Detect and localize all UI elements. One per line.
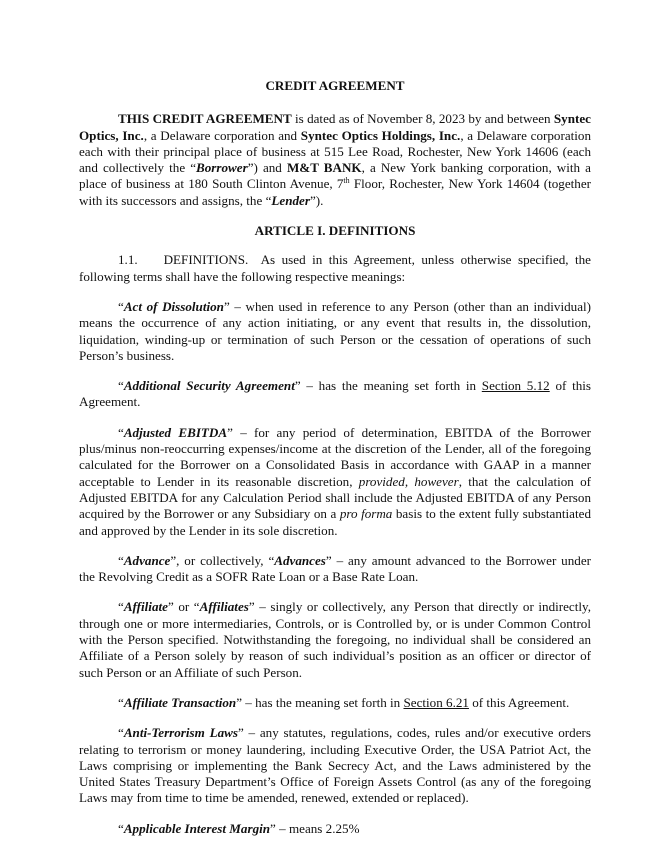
definition-adjusted-ebitda: “Adjusted EBITDA” – for any period of determination, EBITDA of the Borrower plus/minus non-reoccurring expenses/income at the discretion of the Lender, all of the foregoing calculated for the Borrower on a Consolidated Basis in accordance with GAAP in a manner acceptable to Lender in its reasonable discretion, provided, however, that the calculation of Adjusted EBITDA for any Calculation Period shall include the Adjusted EBITDA of any Person acquired by the Borrower or any Subsidiary on a pro forma basis to the extent fully substantiated and approved by the Lender in its sole discretion. xyxy=(79,424,592,538)
intro-paragraph: THIS CREDIT AGREEMENT is dated as of November 8, 2023 by and between Syntec Optics, Inc., a Delaware corporation and Syntec Optics Holdings, Inc., a Delaware corporation each with their principal place of business at 515 Lee Road, Rochester, New York 14606 (each and collectively the “Borrower”) and M&T BANK, a New York banking corporation, with a place of business at 180 South Clinton Avenue, 7th Floor, Rochester, New York 14604 (together with its successors and assigns, the “Lender”). xyxy=(79,111,592,208)
section-number: 1.1. xyxy=(118,252,138,268)
defined-term-lender: Lender xyxy=(271,192,310,208)
definition-applicable-interest-margin: “Applicable Interest Margin” – means 2.25% xyxy=(118,820,360,836)
defined-term: Advance xyxy=(123,552,171,568)
pro-forma-text: pro forma xyxy=(339,506,393,522)
defined-term: Applicable Interest Margin xyxy=(123,820,271,836)
defined-term-plural: Affiliates xyxy=(199,599,249,615)
defined-term: Additional Security Agreement xyxy=(123,378,295,394)
party-syntec-optics-holdings: Syntec Optics Holdings, Inc. xyxy=(300,127,461,143)
section-heading: DEFINITIONS. xyxy=(163,252,249,268)
definition-act-of-dissolution: “Act of Dissolution” – when used in reference to any Person (other than an individual) means the occurrence of any action initiating, or any event that results in, the dissolution, liquidation, winding-up or termination of such Person or the cessation of operations of such Person’s business. xyxy=(79,298,591,363)
defined-term: Act of Dissolution xyxy=(123,298,224,314)
definition-advance: “Advance”, or collectively, “Advances” – any amount advanced to the Borrower under the Revolving Credit as a SOFR Rate Loan or a Base Rate Loan. xyxy=(79,552,591,585)
article-heading: ARTICLE I. DEFINITIONS xyxy=(254,223,416,239)
document-title: CREDIT AGREEMENT xyxy=(265,78,405,93)
defined-term: Adjusted EBITDA xyxy=(123,424,228,440)
section-reference: Section 6.21 xyxy=(403,694,469,710)
proviso-text: provided, however xyxy=(358,473,459,489)
defined-term-borrower: Borrower xyxy=(196,160,248,176)
party-syntec-optics: Syntec Optics, Inc. xyxy=(79,111,591,143)
definition-affiliate-transaction: “Affiliate Transaction” – has the meaning set forth in Section 6.21 of this Agreement. xyxy=(118,694,570,710)
section-1-1: 1.1. DEFINITIONS. As used in this Agreement, unless otherwise specified, the following terms shall have the following respective meanings: xyxy=(79,252,591,284)
defined-term: Anti-Terrorism Laws xyxy=(123,725,238,741)
definition-additional-security-agreement: “Additional Security Agreement” – has the meaning set forth in Section 5.12 of this Agreement. xyxy=(79,378,592,410)
intro-lead: THIS CREDIT AGREEMENT xyxy=(118,111,292,127)
definition-anti-terrorism-laws: “Anti-Terrorism Laws” – any statutes, regulations, codes, rules and/or executive orders relating to terrorism or money laundering, including Executive Order, the USA Patriot Act, the Laws comprising or implementing the Bank Secrecy Act, and the Laws administered by the United States Treasury Department’s Office of Foreign Assets Control (as any of the foregoing Laws may from time to time be amended, renewed, extended or replaced). xyxy=(79,725,591,806)
defined-term: Affiliate Transaction xyxy=(123,694,237,710)
definition-affiliate: “Affiliate” or “Affiliates” – singly or collectively, any Person that directly or indirectly, through one or more intermediaries, Controls, or is Controlled by, or is under Common Control with the Person specified. Notwithstanding the foregoing, no individual shall be considered an Affiliate of a Person solely by reason of such individual’s position as an officer or director of such Person or an Affiliate of such Person. xyxy=(79,599,591,680)
defined-term: Affiliate xyxy=(123,599,168,615)
party-mt-bank: M&T BANK xyxy=(286,160,362,176)
section-reference: Section 5.12 xyxy=(481,378,550,394)
defined-term-plural: Advances xyxy=(274,552,326,568)
